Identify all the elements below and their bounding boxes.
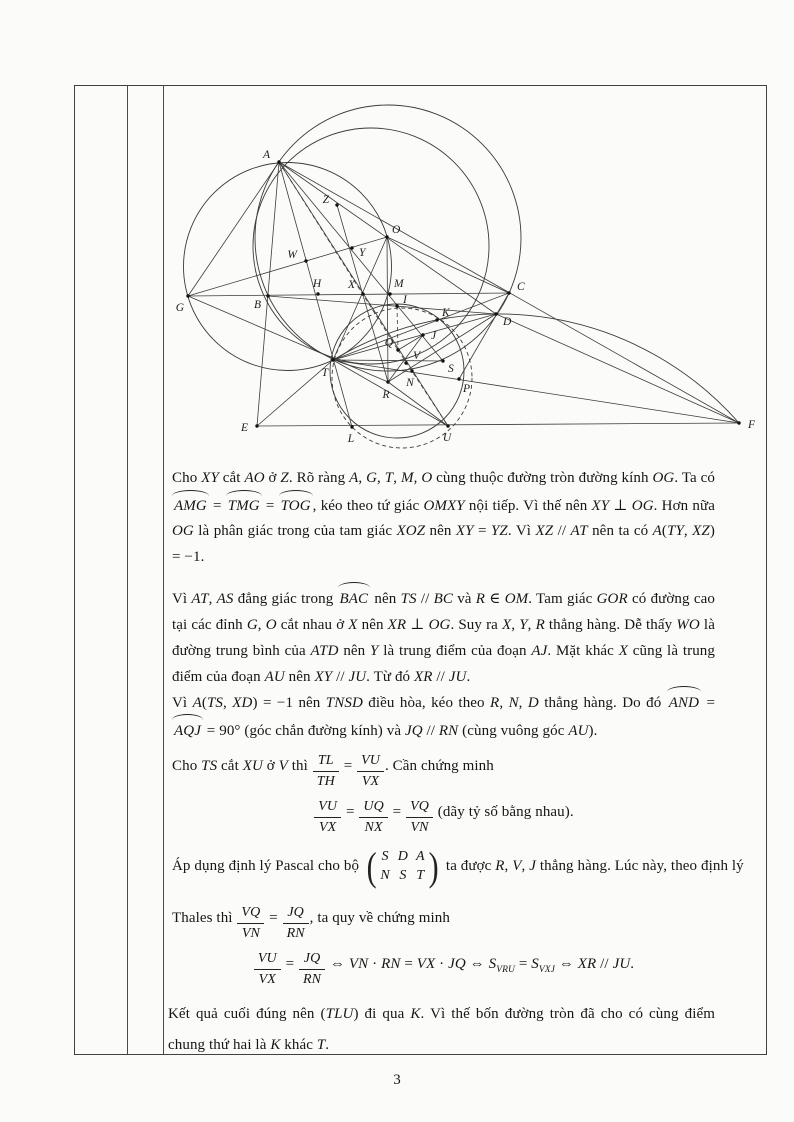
segment-GO <box>188 237 387 296</box>
text-run: có đường cao tại các đỉnh <box>172 591 715 633</box>
point-label-J: J <box>431 330 437 342</box>
point-F <box>737 421 740 424</box>
math-variable: A <box>652 523 662 539</box>
point-label-L: L <box>347 433 355 445</box>
text-run: là phân giác trong của tam giác <box>193 523 397 539</box>
segment-OC <box>387 237 509 293</box>
math-variable: JU <box>448 669 467 685</box>
text-run: ⊥ <box>406 617 429 633</box>
segment-JQ <box>398 335 423 350</box>
text-run: . Hơn nữa <box>653 497 715 514</box>
text-run: . Suy ra <box>450 617 502 633</box>
math-variable: JU <box>348 669 367 685</box>
math-variable: OMXY <box>423 497 465 514</box>
point-label-X: X <box>347 279 355 291</box>
math-variable: XR <box>577 956 597 972</box>
fraction: $\frac{VQ}{VN}$ <box>237 904 264 942</box>
text-run: = <box>339 758 357 774</box>
math-variable: A <box>349 470 359 486</box>
point-label-Y: Y <box>359 247 366 259</box>
point-label-I: I <box>403 294 407 306</box>
angle-arc-expression: AQJ <box>172 716 203 744</box>
subscripted-symbol: $S_{VXJ}$ <box>531 956 555 975</box>
point-label-E: E <box>240 422 248 434</box>
text-run: = <box>342 804 359 820</box>
math-variable: Z <box>280 470 289 486</box>
point-Q <box>396 348 399 351</box>
text-run: Vì <box>172 695 193 711</box>
angle-arc-expression: BAC <box>338 584 371 612</box>
text-run: (dãy tỷ số bằng nhau). <box>433 804 574 820</box>
text-run: , <box>527 617 536 633</box>
text-run: (cùng vuông góc <box>458 723 569 739</box>
text-run: cũng là trung điểm của đoạn <box>172 643 716 685</box>
text-run: = <box>701 695 716 711</box>
math-variable: XR <box>414 669 433 685</box>
math-variable: RN <box>381 956 401 972</box>
math-variable: XR <box>387 617 407 633</box>
text-run: nên <box>425 523 456 539</box>
text-run: ( <box>661 523 668 539</box>
math-variable: R <box>490 695 500 711</box>
text-run: = <box>208 497 226 514</box>
segment-GR <box>188 296 388 382</box>
point-label-H: H <box>312 278 322 290</box>
math-variable: YZ <box>490 523 508 539</box>
math-variable: AO <box>244 470 265 486</box>
math-variable: X <box>348 617 358 633</box>
text-run: ⇔ <box>554 956 578 972</box>
text-run: nội tiếp. Vì thế nên <box>464 497 592 514</box>
text-run: nên ta có <box>587 523 653 539</box>
text-run: . Từ đó <box>366 669 414 685</box>
point-W <box>304 259 307 262</box>
math-variable: D <box>527 695 539 711</box>
point-X <box>361 292 364 295</box>
math-variable: OG <box>172 523 194 539</box>
point-T <box>331 358 334 361</box>
pascal-matrix: ( S D A N S T ) <box>366 843 439 889</box>
paragraph-1 <box>172 466 715 570</box>
math-variable: WO <box>676 617 700 633</box>
page-number: 3 <box>393 1072 401 1088</box>
math-variable: TS <box>201 758 218 774</box>
text-run: = <box>388 804 406 820</box>
point-S <box>441 359 444 362</box>
math-variable: AT <box>570 523 588 539</box>
text-run: điều hòa, kéo theo <box>362 695 491 711</box>
point-B <box>266 294 269 297</box>
segment-GC <box>188 293 509 296</box>
point-label-N: N <box>406 377 414 389</box>
math-variable: TS <box>206 695 224 711</box>
math-variable: X <box>618 643 628 659</box>
equation-2 <box>172 942 715 988</box>
math-variable: Y <box>370 643 379 659</box>
math-variable: XZ <box>535 523 554 539</box>
arc-TDF <box>333 314 739 423</box>
text-run: thẳng hàng. Do đó <box>538 695 667 711</box>
math-variable: T <box>384 470 394 486</box>
text-run: nên <box>357 617 388 633</box>
text-run: , <box>257 617 266 633</box>
table-column-divider-1 <box>127 85 128 1054</box>
text-run: = <box>400 956 417 972</box>
text-run: thẳng hàng. Lúc này, theo định lý <box>535 858 744 874</box>
point-L <box>350 425 353 428</box>
text-run: ( <box>201 695 207 711</box>
paragraph-2 <box>172 584 715 690</box>
fraction: $\frac{VU}{VX}$ <box>254 950 281 988</box>
point-label-F: F <box>748 419 756 431</box>
text-run: , kéo theo tứ giác <box>312 497 424 514</box>
math-variable: Y <box>519 617 528 633</box>
point-P <box>457 377 460 380</box>
text-run: , <box>499 695 509 711</box>
point-D <box>494 312 497 315</box>
fraction: $\frac{JQ}{RN}$ <box>283 904 309 942</box>
point-label-D: D <box>503 316 512 328</box>
point-label-O: O <box>392 224 401 236</box>
math-variable: RN <box>438 723 459 739</box>
text-run: nên <box>284 669 315 685</box>
math-variable: JU <box>612 956 631 972</box>
angle-arc-expression: TMG <box>226 492 262 520</box>
point-O <box>385 235 388 238</box>
math-variable: JQ <box>448 956 466 972</box>
text-run: Thales thì <box>172 910 237 926</box>
dashed-segment-IQ <box>397 306 398 350</box>
math-variable: K <box>270 1037 281 1053</box>
point-label-U: U <box>442 432 452 444</box>
math-variable: VX <box>416 956 436 972</box>
point-Z <box>335 203 338 206</box>
text-run: = <box>265 910 282 926</box>
text-run: ⊥ <box>609 497 632 514</box>
math-variable: JQ <box>404 723 423 739</box>
text-run: // <box>553 523 571 539</box>
paragraph-3 <box>172 688 715 744</box>
paragraph-5 <box>172 841 752 891</box>
text-run: thì <box>287 758 312 774</box>
math-variable: XZ <box>692 523 710 539</box>
text-run: khác <box>280 1037 317 1053</box>
text-run: đẳng giác trong <box>233 591 338 607</box>
fraction: $\frac{UQ}{NX}$ <box>359 798 387 836</box>
math-variable: OG <box>428 617 451 633</box>
geometry-figure-svg <box>164 88 770 460</box>
text-run: nên <box>370 591 401 607</box>
math-variable: XY <box>201 470 219 486</box>
text-run: và <box>452 591 476 607</box>
math-variable: R <box>475 591 486 607</box>
point-K <box>435 318 438 321</box>
angle-arc-expression: AMG <box>172 492 209 520</box>
text-run: cắt <box>218 470 245 486</box>
segment-EF <box>257 423 739 426</box>
point-label-Q: Q <box>384 337 393 349</box>
text-run: = <box>261 497 279 514</box>
math-variable: J <box>529 858 536 874</box>
math-variable: R <box>535 617 545 633</box>
math-variable: OG <box>652 470 675 486</box>
text-run: · <box>368 956 382 972</box>
fraction: $\frac{JQ}{RN}$ <box>299 950 325 988</box>
math-variable: O <box>265 617 277 633</box>
point-U <box>446 424 449 427</box>
text-run: ta được <box>442 858 496 874</box>
text-run: · <box>435 956 449 972</box>
text-run: Vì <box>172 591 192 607</box>
text-run: . Tam giác <box>528 591 597 607</box>
math-variable: K <box>410 1006 421 1022</box>
math-variable: X <box>502 617 512 633</box>
text-run: ∈ <box>485 591 505 607</box>
text-run: là đường trung bình của <box>172 617 715 659</box>
text-run: . Vì <box>507 523 536 539</box>
text-run: , <box>504 858 513 874</box>
segment-AG <box>188 162 279 296</box>
text-run: . <box>466 669 471 685</box>
text-run: // <box>332 669 349 685</box>
math-variable: XU <box>242 758 263 774</box>
point-label-P: P <box>463 383 471 395</box>
point-label-M: M <box>394 278 404 290</box>
point-label-T: T <box>321 367 328 379</box>
text-run: , <box>521 858 530 874</box>
segment-RU <box>388 382 448 426</box>
math-variable: A <box>192 695 202 711</box>
text-run: // <box>422 723 439 739</box>
math-variable: TLU <box>325 1006 354 1022</box>
text-run: = <box>514 956 532 972</box>
math-variable: V <box>278 758 288 774</box>
math-variable: TNSD <box>325 695 363 711</box>
fraction: $\frac{VU}{VX}$ <box>314 798 341 836</box>
segment-TS <box>333 360 443 361</box>
text-run: // <box>596 956 613 972</box>
point-C <box>507 291 510 294</box>
text-run: Cho <box>172 470 202 486</box>
math-variable: OM <box>504 591 529 607</box>
text-run: . Mặt khác <box>547 643 619 659</box>
math-variable: TS <box>400 591 417 607</box>
text-run: ⇔ <box>326 956 349 972</box>
segment-TU <box>333 360 448 426</box>
point-label-S: S <box>448 363 454 375</box>
point-label-K: K <box>442 307 450 319</box>
point-H <box>316 292 319 295</box>
text-run: ⇔ <box>465 956 489 972</box>
point-label-W: W <box>287 249 297 261</box>
math-variable: TY <box>667 523 684 539</box>
text-run: Kết quả cuối đúng nên ( <box>168 1006 326 1022</box>
paragraph-4 <box>172 744 732 790</box>
paragraph-7 <box>168 999 715 1061</box>
point-label-Z: Z <box>322 194 329 206</box>
math-variable: AU <box>568 723 589 739</box>
text-run: . Cần chứng minh <box>384 758 494 774</box>
math-variable: ATD <box>310 643 339 659</box>
text-run: nên <box>338 643 371 659</box>
text-run: , <box>393 470 401 486</box>
fraction: $\frac{VQ}{VN}$ <box>406 798 433 836</box>
angle-arc-expression: AND <box>667 688 701 716</box>
math-variable: R <box>495 858 505 874</box>
text-run: , ta quy về chứng minh <box>309 910 450 926</box>
text-run: Cho <box>172 758 202 774</box>
math-variable: OG <box>631 497 654 514</box>
text-run: ) = −1 nên <box>252 695 326 711</box>
math-variable: VN <box>348 956 369 972</box>
text-run: ) = −1. <box>172 523 715 565</box>
math-variable: AT <box>191 591 209 607</box>
point-J <box>421 333 424 336</box>
point-label-B: B <box>253 299 261 311</box>
text-run: Áp dụng định lý Pascal cho bộ <box>172 858 363 874</box>
point-I <box>395 304 398 307</box>
text-run: , <box>208 591 217 607</box>
math-variable: AU <box>264 669 285 685</box>
math-variable: AS <box>216 591 234 607</box>
angle-arc-expression: TOG <box>279 492 313 520</box>
math-variable: GOR <box>596 591 628 607</box>
math-variable: XY <box>455 523 474 539</box>
text-run: , <box>377 470 385 486</box>
text-run: , <box>518 695 528 711</box>
math-variable: V <box>512 858 522 874</box>
text-run: , <box>223 695 233 711</box>
math-variable: XY <box>314 669 333 685</box>
text-run: , <box>683 523 693 539</box>
point-label-G: G <box>175 302 184 314</box>
point-Y <box>350 246 353 249</box>
text-run: cắt nhau ở <box>276 617 349 633</box>
text-run: thẳng hàng. Dễ thấy <box>544 617 677 633</box>
text-run: ở <box>264 470 281 486</box>
text-run: // <box>432 669 449 685</box>
math-variable: XOZ <box>396 523 426 539</box>
text-run: ở <box>262 758 279 774</box>
math-variable: N <box>508 695 519 711</box>
text-run: , <box>358 470 367 486</box>
point-R <box>386 380 389 383</box>
math-variable: T <box>316 1037 326 1053</box>
text-run: , <box>413 470 422 486</box>
point-V <box>404 361 407 364</box>
math-variable: M <box>400 470 414 486</box>
text-run: , <box>511 617 520 633</box>
point-A <box>277 160 280 163</box>
text-run: ). <box>588 723 598 739</box>
point-N <box>410 369 413 372</box>
point-M <box>388 292 391 295</box>
math-variable: XY <box>591 497 610 514</box>
fraction: $\frac{VU}{VX}$ <box>357 752 384 790</box>
point-label-V: V <box>413 350 421 362</box>
point-label-A: A <box>262 149 270 161</box>
point-label-R: R <box>382 389 390 401</box>
geometry-figure <box>164 88 770 460</box>
text-run: . <box>325 1037 330 1053</box>
text-run: = 90° (góc chắn đường kính) và <box>202 723 405 739</box>
paragraph-6 <box>172 896 732 942</box>
math-variable: G <box>246 617 258 633</box>
text-run: cùng thuộc đường tròn đường kính <box>432 470 653 486</box>
text-run: là trung điểm của đoạn <box>378 643 532 659</box>
text-run: cắt <box>217 758 243 774</box>
math-variable: BC <box>433 591 453 607</box>
math-variable: O <box>421 470 433 486</box>
text-run: = <box>281 956 299 972</box>
math-variable: G <box>366 470 378 486</box>
point-G <box>186 294 189 297</box>
text-run: . Ta có <box>674 470 716 486</box>
segment-DF <box>496 314 739 423</box>
text-run: . Rõ ràng <box>288 470 350 486</box>
text-run: // <box>416 591 434 607</box>
point-E <box>255 424 258 427</box>
text-run: = <box>473 523 491 539</box>
equation-1 <box>172 790 715 836</box>
text-run: . <box>630 956 635 972</box>
text-run: ) đi qua <box>353 1006 411 1022</box>
segment-RD <box>388 314 496 382</box>
point-label-C: C <box>517 281 525 293</box>
math-variable: XD <box>232 695 253 711</box>
text-run: . Vì thế bốn đường tròn đã cho có cùng điểm chung thứ hai là <box>168 1006 715 1053</box>
subscripted-symbol: $S_{VRU}$ <box>488 956 515 975</box>
math-variable: AJ <box>531 643 548 659</box>
fraction: $\frac{TL}{TH}$ <box>313 752 339 790</box>
